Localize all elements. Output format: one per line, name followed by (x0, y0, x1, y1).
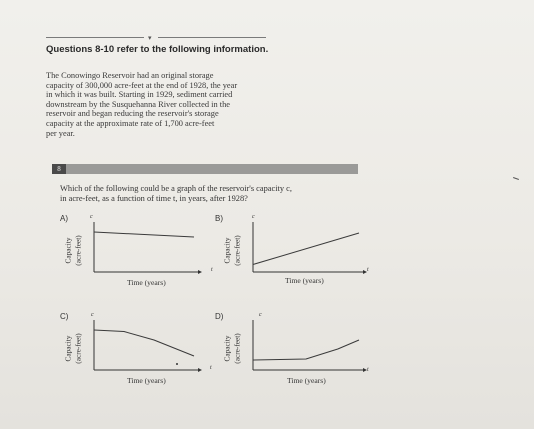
top-rule-left (46, 37, 144, 38)
y-axis-label-units: (acre-feet) (73, 333, 83, 364)
stray-mark (176, 363, 178, 365)
top-rule-right (158, 37, 266, 38)
choice-letter: D) (215, 312, 224, 321)
capacity-curve (253, 340, 359, 360)
choice-letter: C) (60, 312, 69, 321)
x-axis-label: Time (years) (285, 276, 324, 285)
choice-d[interactable] (215, 312, 369, 392)
passage-header: Questions 8-10 refer to the following information. (46, 44, 269, 55)
y-axis-variable: c (90, 214, 93, 220)
x-axis-arrow-icon (198, 270, 202, 274)
y-axis-label-units: (acre-feet) (232, 235, 242, 266)
choice-a[interactable] (60, 214, 213, 294)
capacity-curve (253, 233, 359, 265)
x-axis-variable: t (211, 267, 213, 273)
choice-b[interactable] (215, 214, 369, 294)
x-axis-label: Time (years) (127, 376, 166, 385)
rule-arrow-icon: ▾ (148, 34, 152, 42)
capacity-curve (94, 232, 194, 237)
passage-text: The Conowingo Reservoir had an original storage capacity of 300,000 acre-feet at the end of 1928, the year in which it was built. Starting in 1929, sediment carried downstream by the Susquehanna River collected in the reservoir and began reducing the reservoir's storage capacity at the approximate rate of 1,700 acre-feet per year. (46, 71, 238, 138)
x-axis-variable: t (367, 267, 369, 273)
question-stem: Which of the following could be a graph of the reservoir's capacity c, in acre-feet, as a function of time t, in years, after 1928? (60, 184, 292, 203)
y-axis-label: Capacity (63, 335, 73, 362)
capacity-curve (94, 330, 194, 356)
choice-letter: B) (215, 214, 223, 223)
margin-mark (513, 177, 519, 180)
y-axis-label-units: (acre-feet) (232, 333, 242, 364)
x-axis-label: Time (years) (127, 278, 166, 287)
y-axis-variable: c (91, 312, 94, 318)
choice-c[interactable] (60, 312, 210, 392)
y-axis-variable: c (252, 214, 255, 220)
question-bar (52, 164, 358, 174)
y-axis-label-units: (acre-feet) (73, 235, 83, 266)
x-axis-variable: t (210, 365, 212, 371)
y-axis-label: Capacity (222, 237, 232, 264)
x-axis-arrow-icon (198, 368, 202, 372)
y-axis-variable: c (259, 312, 262, 318)
y-axis-label: Capacity (63, 237, 73, 264)
choice-letter: A) (60, 214, 68, 223)
question-number: 8 (52, 164, 66, 174)
x-axis-variable: t (367, 367, 369, 373)
y-axis-label: Capacity (222, 335, 232, 362)
x-axis-label: Time (years) (287, 376, 326, 385)
